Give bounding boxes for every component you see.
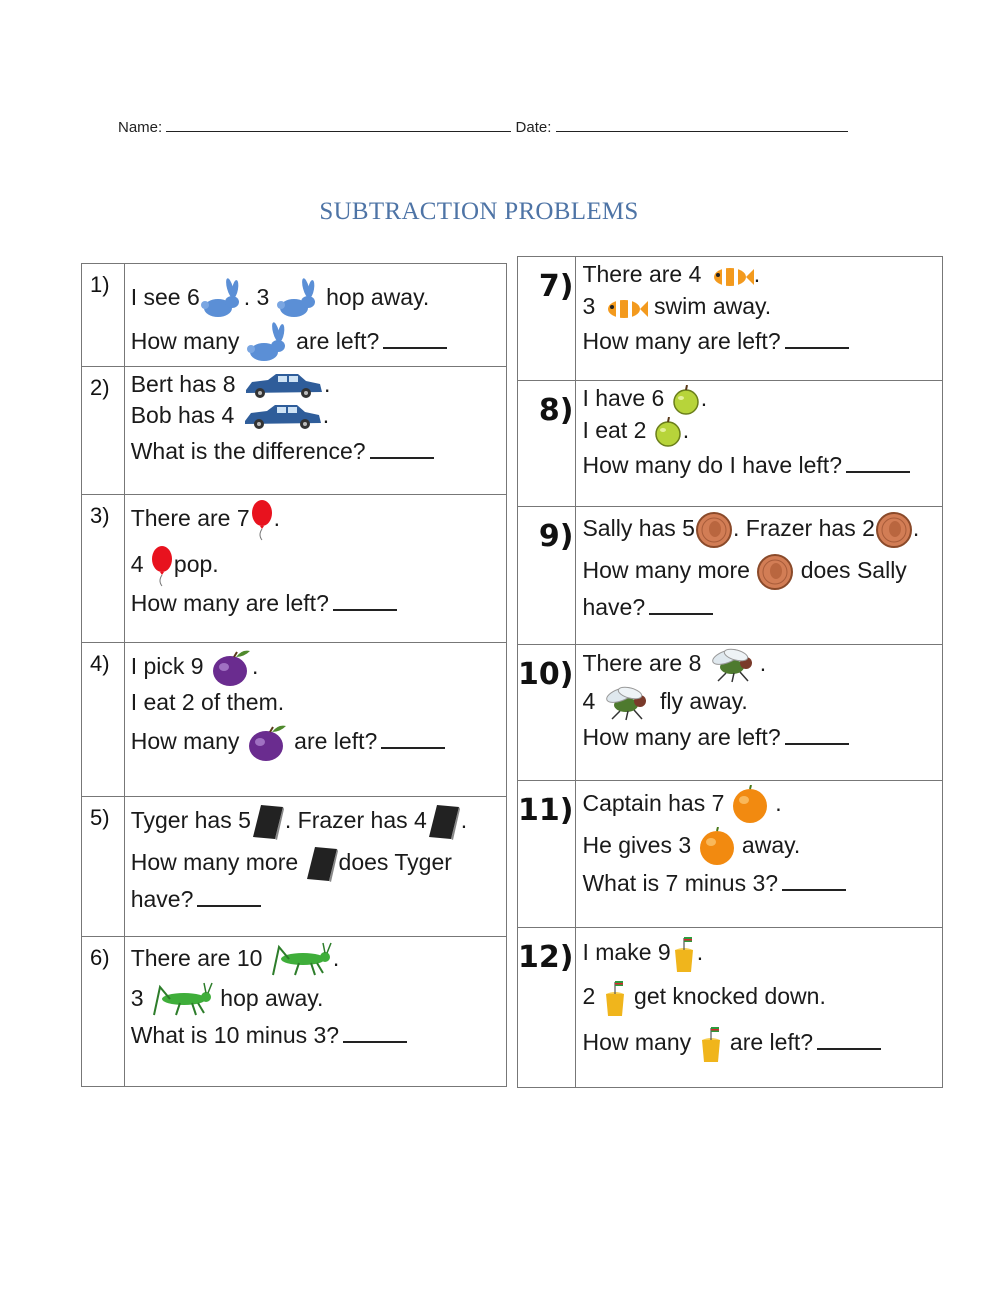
book-icon	[251, 803, 285, 841]
rabbit-icon	[276, 278, 320, 320]
apple-icon	[671, 385, 701, 415]
answer-blank[interactable]	[817, 1028, 881, 1050]
problem-row	[518, 928, 943, 1088]
sandcastle-icon	[671, 934, 697, 974]
plum-icon	[210, 647, 252, 689]
book-icon	[305, 845, 339, 883]
date-field[interactable]	[556, 118, 848, 132]
answer-blank[interactable]	[846, 451, 910, 473]
penny-icon	[695, 511, 733, 549]
problem-number: 10)	[518, 645, 576, 781]
problem-number: 6)	[82, 937, 125, 1087]
problem-text: There are 10 . 3 hop away. What is 10 minus 3?	[124, 937, 506, 1087]
answer-blank[interactable]	[381, 727, 445, 749]
answer-blank[interactable]	[785, 723, 849, 745]
problem-row	[518, 257, 943, 381]
orange-icon	[698, 827, 736, 867]
problem-number: 2)	[82, 367, 125, 495]
grasshopper-icon	[269, 941, 333, 979]
name-field[interactable]	[166, 118, 511, 132]
sandcastle-icon	[698, 1024, 724, 1064]
clownfish-icon	[602, 293, 648, 323]
problem-row	[82, 797, 507, 937]
clownfish-icon	[708, 261, 754, 291]
plum-icon	[246, 722, 288, 764]
answer-blank[interactable]	[782, 869, 846, 891]
book-icon	[427, 803, 461, 841]
problem-text: Tyger has 5 . Frazer has 4 . How many more does Tyger have?	[124, 797, 506, 937]
problem-row	[82, 264, 507, 367]
balloon-icon	[150, 545, 174, 587]
problem-number: 1)	[82, 264, 125, 367]
car-icon	[241, 403, 323, 431]
apple-icon	[653, 417, 683, 447]
orange-icon	[731, 785, 769, 825]
problem-number: 7)	[518, 257, 576, 381]
fly-icon	[708, 647, 760, 683]
car-icon	[242, 372, 324, 400]
penny-icon	[875, 511, 913, 549]
problem-row	[82, 643, 507, 797]
problem-row	[82, 937, 507, 1087]
problem-row	[518, 645, 943, 781]
problem-number: 9)	[518, 507, 576, 645]
problem-text: Sally has 5 . Frazer has 2 . How many more does Sally have?	[576, 507, 943, 645]
grasshopper-icon	[150, 981, 214, 1019]
answer-blank[interactable]	[370, 437, 434, 459]
problem-text: Captain has 7 . He gives 3 away. What is 7 minus 3?	[576, 781, 943, 928]
problem-text: Bert has 8 . Bob has 4 . What is the difference?	[124, 367, 506, 495]
fly-icon	[602, 685, 654, 721]
rabbit-icon	[200, 278, 244, 320]
date-label: Date:	[515, 119, 552, 136]
header-line	[118, 118, 848, 136]
answer-blank[interactable]	[383, 327, 447, 349]
problem-row	[82, 495, 507, 643]
problem-text: I have 6 . I eat 2 . How many do I have left?	[576, 381, 943, 507]
problem-number: 11)	[518, 781, 576, 928]
problem-text: I make 9 . 2 get knocked down. How many are left?	[576, 928, 943, 1088]
problem-text: There are 8 . 4 fly away. How many are left?	[576, 645, 943, 781]
answer-blank[interactable]	[343, 1021, 407, 1043]
problem-number: 5)	[82, 797, 125, 937]
right-problem-table	[517, 256, 943, 1088]
worksheet-title: SUBTRACTION PROBLEMS	[319, 198, 639, 225]
problem-number: 8)	[518, 381, 576, 507]
answer-blank[interactable]	[649, 593, 713, 615]
rabbit-icon	[246, 322, 290, 364]
problem-text: I see 6 . 3 hop away. How many are left?	[124, 264, 506, 367]
left-problem-table	[81, 263, 507, 1087]
problem-number: 4)	[82, 643, 125, 797]
problem-text: There are 7 . 4 pop. How many are left?	[124, 495, 506, 643]
problem-text: There are 4 . 3 swim away. How many are left?	[576, 257, 943, 381]
penny-icon	[756, 553, 794, 591]
problem-row	[518, 381, 943, 507]
answer-blank[interactable]	[197, 885, 261, 907]
problem-row	[518, 781, 943, 928]
problem-number: 3)	[82, 495, 125, 643]
problem-text: I pick 9 . I eat 2 of them. How many are left?	[124, 643, 506, 797]
sandcastle-icon	[602, 978, 628, 1018]
answer-blank[interactable]	[333, 589, 397, 611]
answer-blank[interactable]	[785, 327, 849, 349]
balloon-icon	[250, 499, 274, 541]
problem-row	[82, 367, 507, 495]
problem-number: 12)	[518, 928, 576, 1088]
problem-row	[518, 507, 943, 645]
name-label: Name:	[118, 119, 163, 136]
